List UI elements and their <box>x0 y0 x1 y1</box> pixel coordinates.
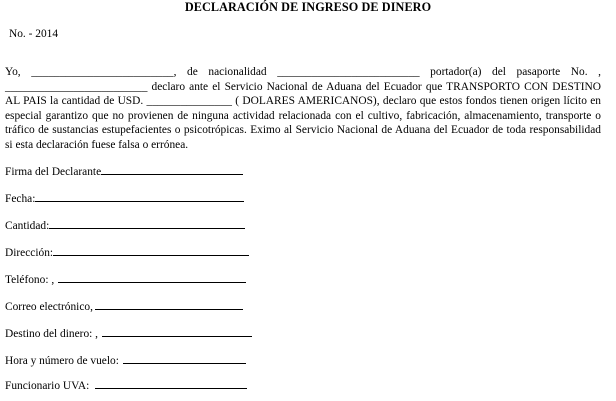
field-email-line[interactable] <box>95 299 243 310</box>
field-signature-label: Firma del Declarante <box>5 166 102 178</box>
field-signature-line[interactable] <box>101 164 243 175</box>
field-flight-label: Hora y número de vuelo: <box>5 355 119 367</box>
document-title: DECLARACIÓN DE INGRESO DE DINERO <box>184 0 432 14</box>
field-officer-label: Funcionario UVA: <box>5 380 90 392</box>
field-email-label: Correo electrónico, <box>5 301 93 313</box>
field-address <box>5 245 249 259</box>
field-address-label: Dirección: <box>5 247 54 259</box>
field-flight <box>5 353 246 367</box>
field-destination-label: Destino del dinero: , <box>5 328 99 340</box>
field-officer-line[interactable] <box>95 378 247 389</box>
document-number: No. - 2014 <box>9 28 59 40</box>
field-date <box>5 191 244 205</box>
field-amount-label: Cantidad: <box>5 220 50 232</box>
field-phone-line[interactable] <box>58 272 246 283</box>
field-date-line[interactable] <box>35 191 244 202</box>
field-phone <box>5 272 246 286</box>
field-email <box>5 299 243 313</box>
field-destination <box>5 326 252 340</box>
field-address-line[interactable] <box>53 245 249 256</box>
field-flight-line[interactable] <box>123 353 246 364</box>
field-date-label: Fecha: <box>5 193 36 205</box>
field-amount <box>5 218 245 232</box>
field-signature <box>5 164 243 178</box>
field-destination-line[interactable] <box>102 326 252 337</box>
field-phone-label: Teléfono: , <box>5 274 55 286</box>
declaration-paragraph: Yo, _________________________, de nacionalidad _________________________ portador(a) del pasaporte No. , _________________________ declaro ante el Servicio Nacional de Aduana del Ecuador que TRANSPORTO CON DESTINO AL PAIS la cantidad de USD. _______________ ( DOLARES AMERICANOS), declaro que estos fondos tienen origen lícito en especial garantizo que no provienen de ninguna actividad relacionada con el cultivo, fabricación, almacenamiento, transporte o tráfico de sustancias estupefacientes o psicotrópicas. Eximo al Servicio Nacional de Aduana del Ecuador de toda responsabilidad si esta declaración fuese falsa o errónea. <box>5 66 601 151</box>
field-officer <box>5 378 247 392</box>
field-amount-line[interactable] <box>49 218 245 229</box>
